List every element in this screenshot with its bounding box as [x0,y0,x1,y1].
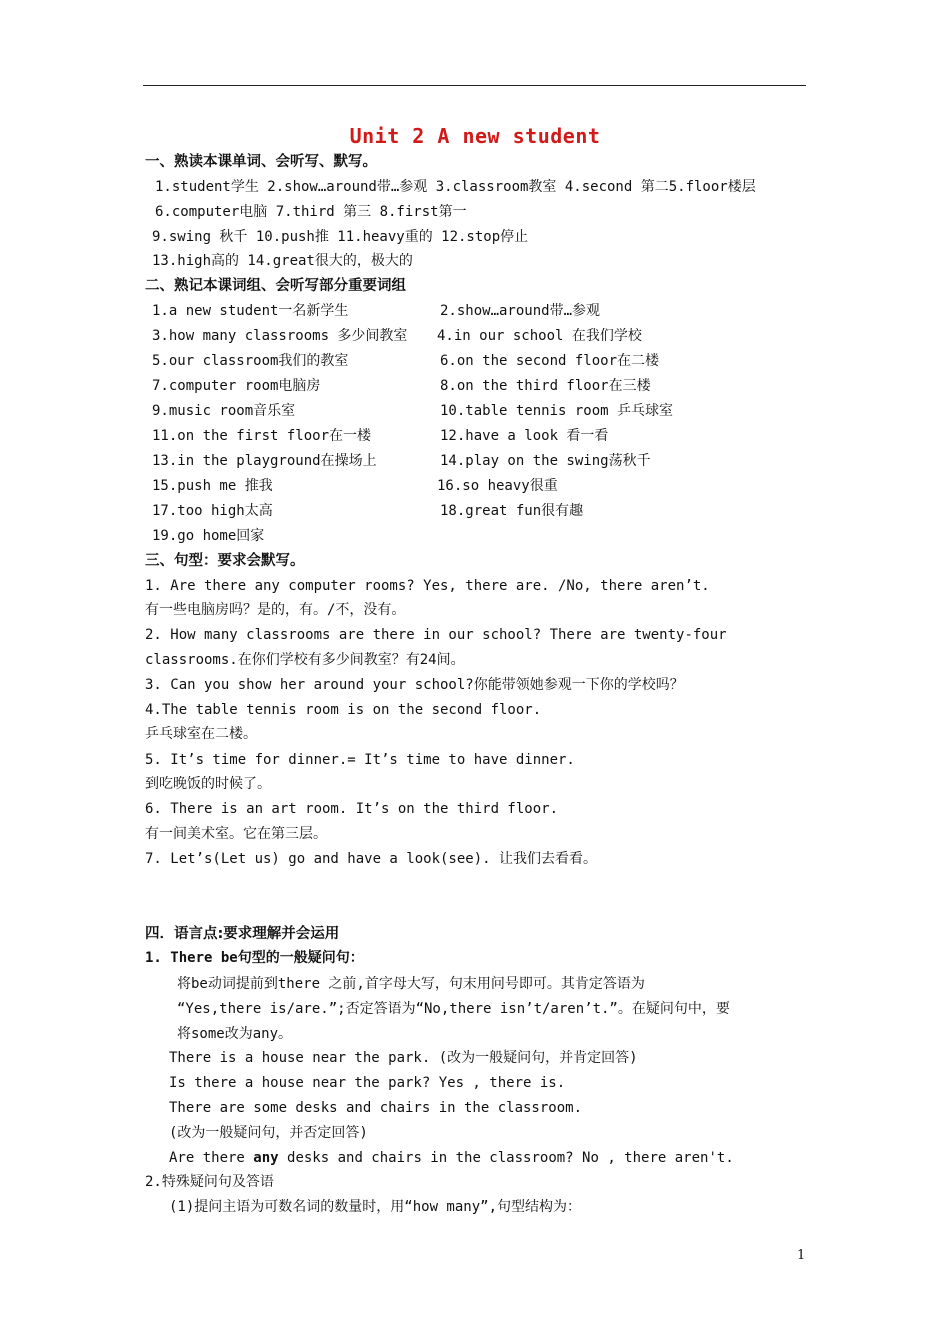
section1-row: 13.high高的 14.great很大的，极大的 [152,253,413,269]
phrase-item: 1.a new student一名新学生 [152,303,349,319]
explanation-line: (1)提问主语为可数名词的数量时，用“how many”,句型结构为： [169,1199,582,1215]
section1-row: 9.swing 秋千 10.push推 11.heavy重的 12.stop停止 [152,229,529,245]
example-bold-word: any [253,1150,279,1166]
phrase-item: 11.on the first floor在一楼 [152,428,372,444]
page-number: 1 [797,1248,806,1263]
phrase-item: 2.show…around带…参观 [440,303,601,319]
sentence-line: 有一间美术室。它在第三层。 [145,826,327,842]
phrase-item: 19.go home回家 [152,528,265,544]
example-line: Is there a house near the park? Yes , there is. [169,1075,566,1091]
sentence-line: 6. There is an art room. It’s on the third floor. [145,801,559,817]
phrase-item: 17.too high太高 [152,503,273,519]
section4-heading: 四．语言点:要求理解并会运用 [145,926,340,942]
section2-heading: 二、熟记本课词组、会听写部分重要词组 [145,278,406,294]
phrase-item: 7.computer room电脑房 [152,378,321,394]
phrase-item: 5.our classroom我们的教室 [152,353,349,369]
explanation-line: “Yes,there is/are.”;否定答语为“No,there isn’t/aren’t.”。在疑问句中，要 [177,1001,730,1017]
example-line: There are some desks and chairs in the classroom. [169,1100,583,1116]
section1-row: 1.student学生 2.show…around带…参观 3.classroom教室 4.second 第二5.floor楼层 [155,179,756,195]
sentence-line: 5. It’s time for dinner.= It’s time to have dinner. [145,752,575,768]
phrase-item: 10.table tennis room 乒乓球室 [440,403,674,419]
example-line [169,1148,734,1168]
example-text: desks and chairs in the classroom? No , there aren't. [278,1150,734,1166]
page-title: Unit 2 A new student [349,124,601,148]
section1-row: 6.computer电脑 7.third 第三 8.first第一 [155,204,467,220]
phrase-item: 14.play on the swing荡秋千 [440,453,651,469]
example-text: Are there [169,1150,254,1166]
phrase-item: 6.on the second floor在二楼 [440,353,660,369]
phrase-item: 18.great fun很有趣 [440,503,584,519]
phrase-item: 4.in our school 在我们学校 [437,328,642,344]
phrase-item: 12.have a look 看一看 [440,428,609,444]
sentence-line: 到吃晚饭的时候了。 [145,776,271,792]
section4-subheading: 2.特殊疑问句及答语 [145,1174,274,1190]
explanation-line: 将be动词提前到there 之前,首字母大写，句末用问号即可。其肯定答语为 [177,976,645,992]
section3-heading: 三、句型：要求会默写。 [145,553,305,569]
phrase-item: 16.so heavy很重 [437,478,558,494]
sentence-line: 7. Let’s(Let us) go and have a look(see). 让我们去看看。 [145,851,598,867]
sentence-line: 乒乓球室在二楼。 [145,726,257,742]
sentence-line: 3. Can you show her around your school?你能带领她参观一下你的学校吗？ [145,677,684,693]
sentence-line: classrooms.在你们学校有多少间教室？有24间。 [145,652,465,668]
sentence-line: 4.The table tennis room is on the second floor. [145,702,542,718]
phrase-item: 3.how many classrooms 多少间教室 [152,328,408,344]
example-line: (改为一般疑问句，并否定回答) [169,1125,368,1141]
sentence-line: 有一些电脑房吗？是的，有。/不，没有。 [145,602,406,618]
phrase-item: 9.music room音乐室 [152,403,296,419]
header-rule [143,85,806,86]
section4-subheading: 1. There be句型的一般疑问句： [145,950,364,966]
phrase-item: 13.in the playground在操场上 [152,453,377,469]
sentence-line: 2. How many classrooms are there in our school? There are twenty-four [145,627,727,643]
sentence-line: 1. Are there any computer rooms? Yes, there are. /No, there aren’t. [145,578,710,594]
section1-heading: 一、熟读本课单词、会听写、默写。 [145,154,377,170]
phrase-item: 15.push me 推我 [152,478,273,494]
example-line: There is a house near the park. (改为一般疑问句，并肯定回答) [169,1050,638,1066]
explanation-line: 将some改为any。 [177,1026,293,1042]
phrase-item: 8.on the third floor在三楼 [440,378,651,394]
